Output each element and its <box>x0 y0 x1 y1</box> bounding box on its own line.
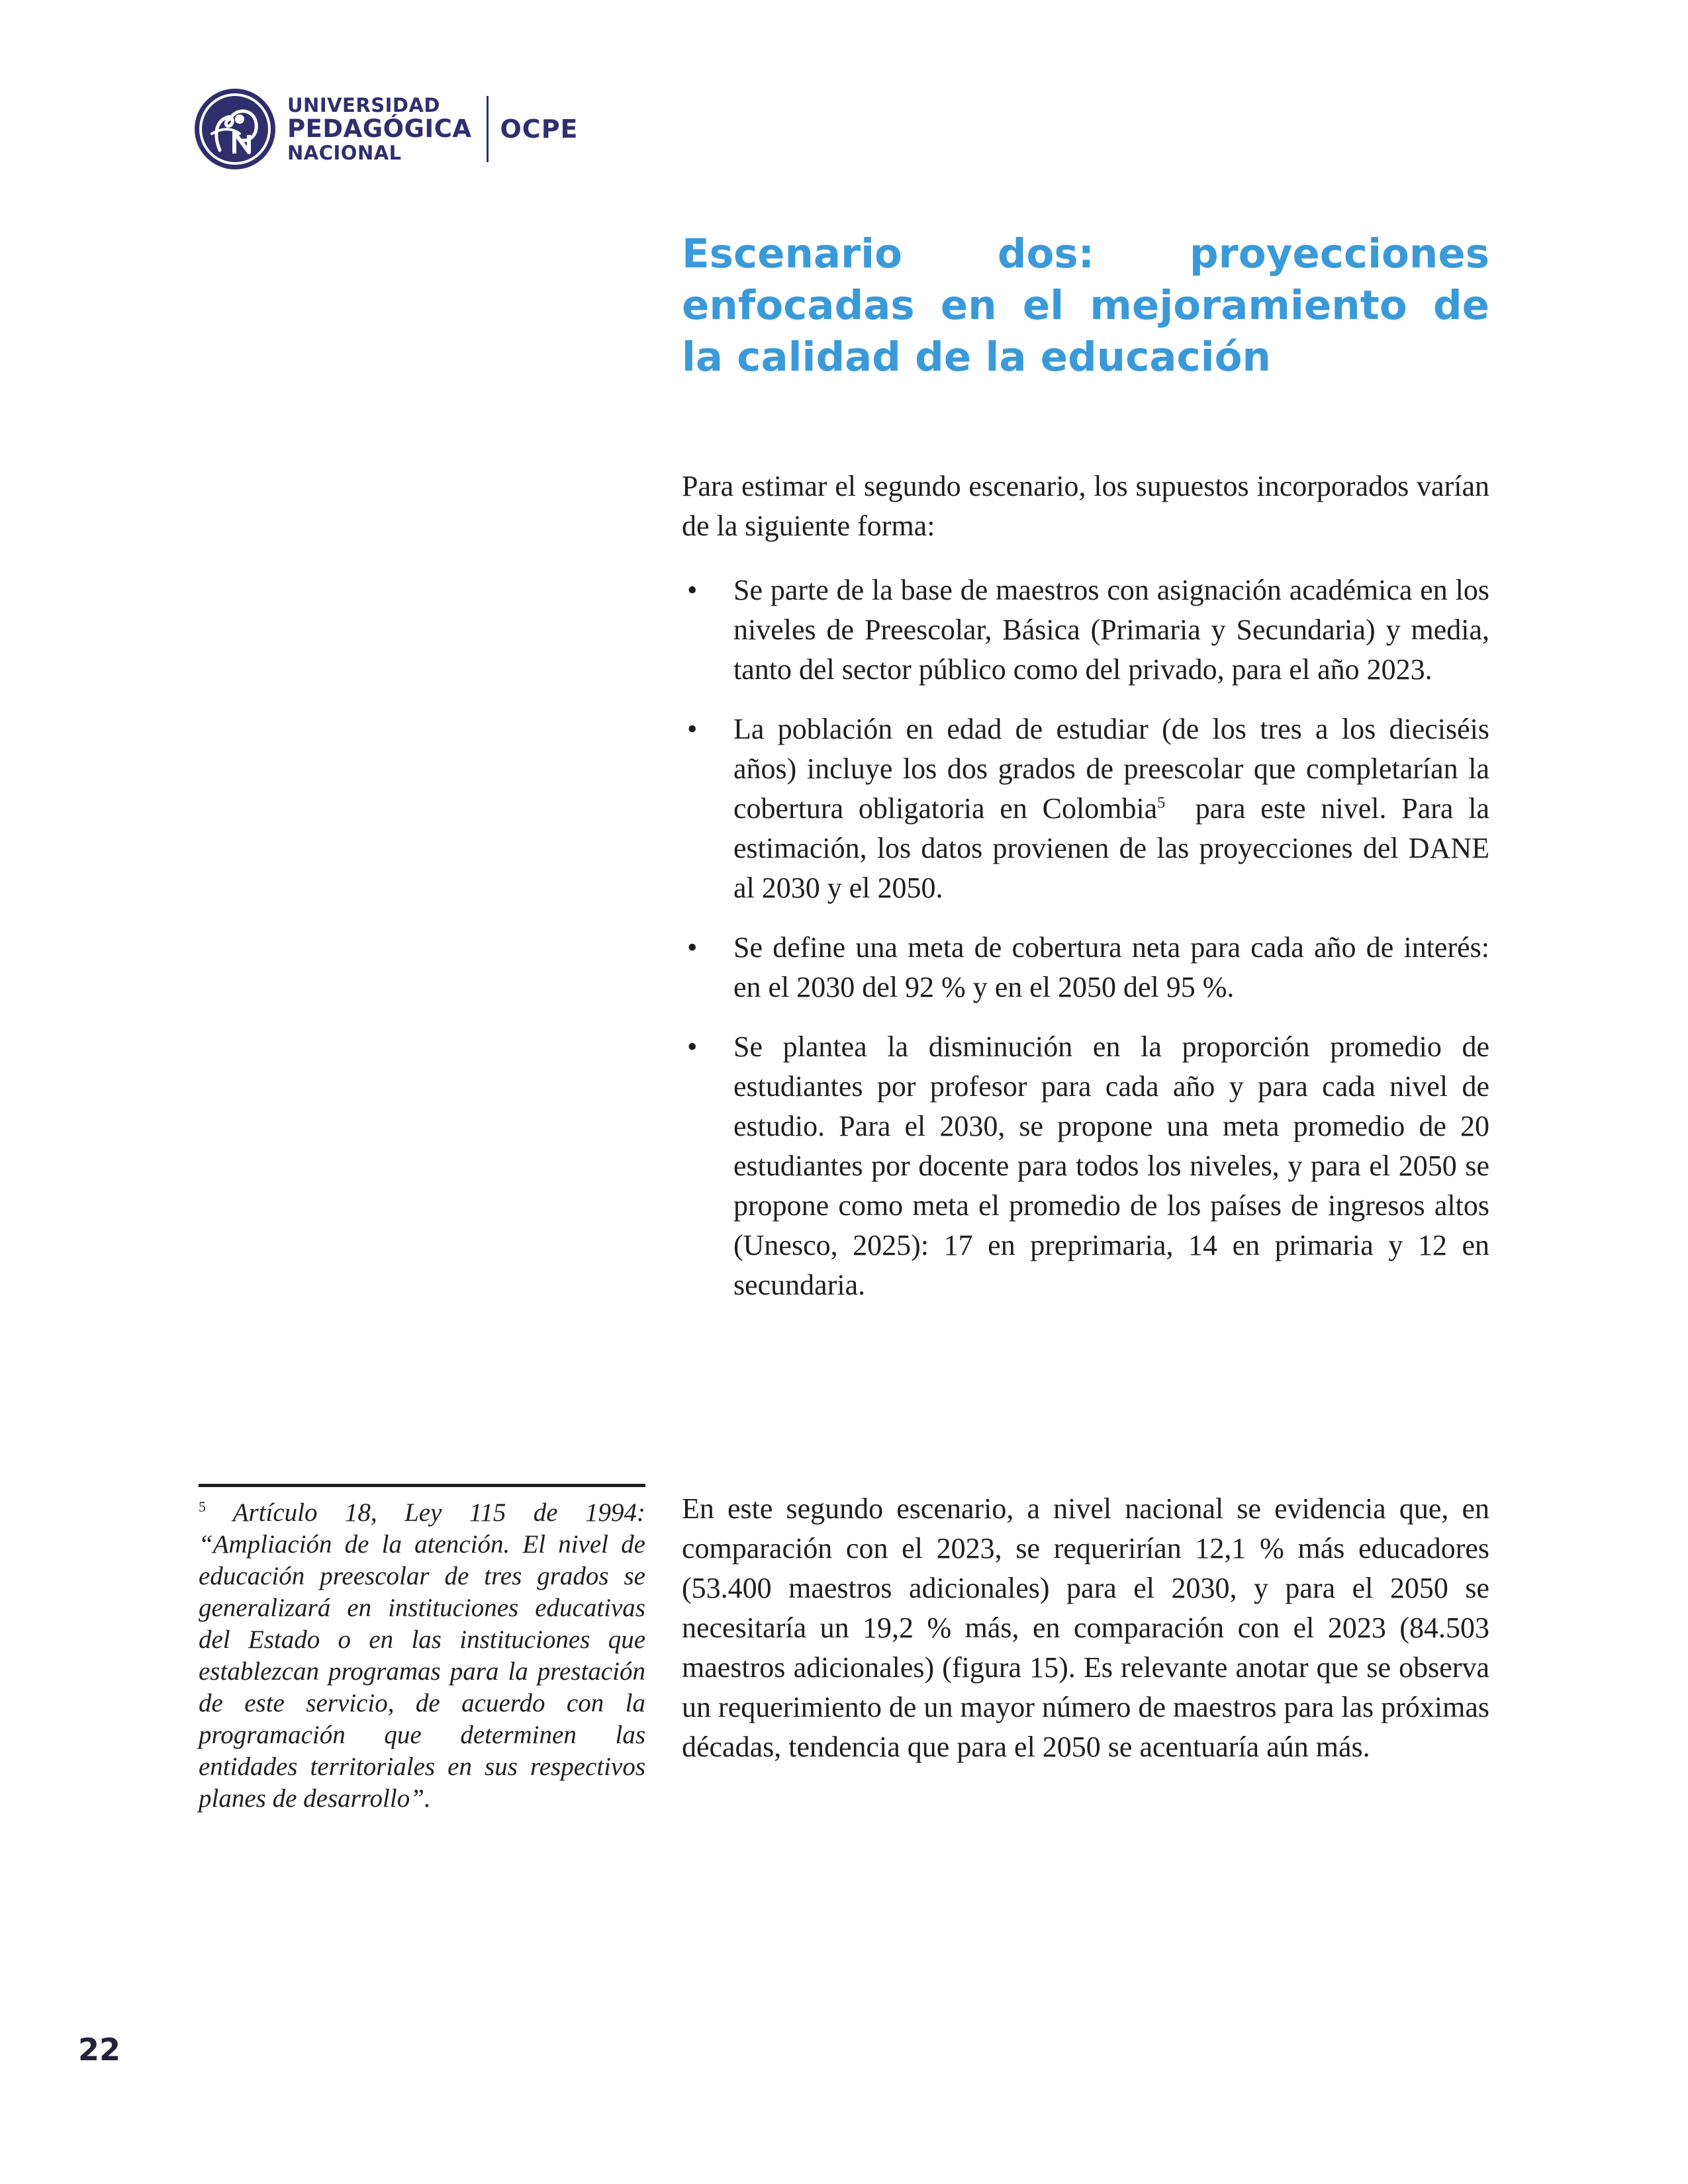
bullet-icon: • <box>687 713 698 745</box>
list-item-text: Se parte de la base de maestros con asignación académica en los niveles de Preescolar, Básica (Primaria y Secundaria) y media, tanto del sector público como del privado, para el año 2023. <box>733 574 1489 686</box>
logo-line-1: UNIVERSIDAD <box>287 94 440 116</box>
footnote <box>199 1497 645 1815</box>
logo-line-3: NACIONAL <box>287 142 402 164</box>
upn-circle-logo-icon <box>193 87 277 171</box>
logo-divider <box>487 96 489 162</box>
list-item-text: La población en edad de estudiar (de los tres a los dieciséis años) incluye los dos grados de preescolar que completarían la cobertura obligatoria en Colombia <box>733 713 1489 825</box>
page-number: 22 <box>78 2032 121 2068</box>
list-item <box>682 1027 1489 1305</box>
footnote-text: Artículo 18, Ley 115 de 1994: “Ampliación de la atención. El nivel de educación preescolar de tres grados se generalizará en instituciones educativas del Estado o en las instituciones que establezcan programas para la prestación de este servicio, de acuerdo con la programación que determinen las entidades territoriales en sus respectivos planes de desarrollo”. <box>199 1498 645 1813</box>
footnote-divider <box>199 1484 645 1487</box>
list-item-text-continued: para este nivel. Para la estimación, los datos provienen de las proyecciones del DANE al 2030 y el 2050. <box>733 792 1497 904</box>
assumptions-list <box>682 570 1497 1325</box>
bullet-icon: • <box>687 931 698 964</box>
footnote-reference[interactable]: 5 <box>1157 794 1166 812</box>
footnote-number: 5 <box>199 1498 206 1515</box>
intro-paragraph: Para estimar el segundo escenario, los supuestos incorporados varían de la siguiente forma: <box>682 470 1489 542</box>
section-title: Escenario dos: proyecciones enfocadas en el mejoramiento de la calidad de la educación <box>682 230 1489 381</box>
closing-paragraph: En este segundo escenario, a nivel nacional se evidencia que, en comparación con el 2023, se requerirían 12,1 % más educadores (53.400 maestros adicionales) para el 2030, y para el 2050 se necesitaría un 19,2 % más, en comparación con el 2023 (84.503 maestros adicionales) (figura 15). Es relevante anotar que se observa un requerimiento de un mayor número de maestros para las próximas décadas, tendencia que para el 2050 se acentuaría aún más. <box>682 1492 1489 1763</box>
unit-name: OCPE <box>500 114 579 144</box>
list-item <box>682 570 1489 690</box>
logo-line-2: PEDAGÓGICA <box>287 114 472 143</box>
bullet-icon: • <box>687 1030 698 1063</box>
header-logo <box>193 86 579 172</box>
list-item-text: Se define una meta de cobertura neta para cada año de interés: en el 2030 del 92 % y en el 2050 del 95 %. <box>733 931 1489 1003</box>
university-name <box>287 94 472 164</box>
list-item <box>682 709 1497 908</box>
list-item <box>682 928 1489 1007</box>
list-item-text: Se plantea la disminución en la proporción promedio de estudiantes por profesor para cada año y para cada nivel de estudio. Para el 2030, se propone una meta promedio de 20 estudiantes por docente para todos los niveles, y para el 2050 se propone como meta el promedio de los países de ingresos altos (Unesco, 2025): 17 en preprimaria, 14 en primaria y 12 en secundaria. <box>733 1030 1489 1301</box>
bullet-icon: • <box>687 574 698 606</box>
